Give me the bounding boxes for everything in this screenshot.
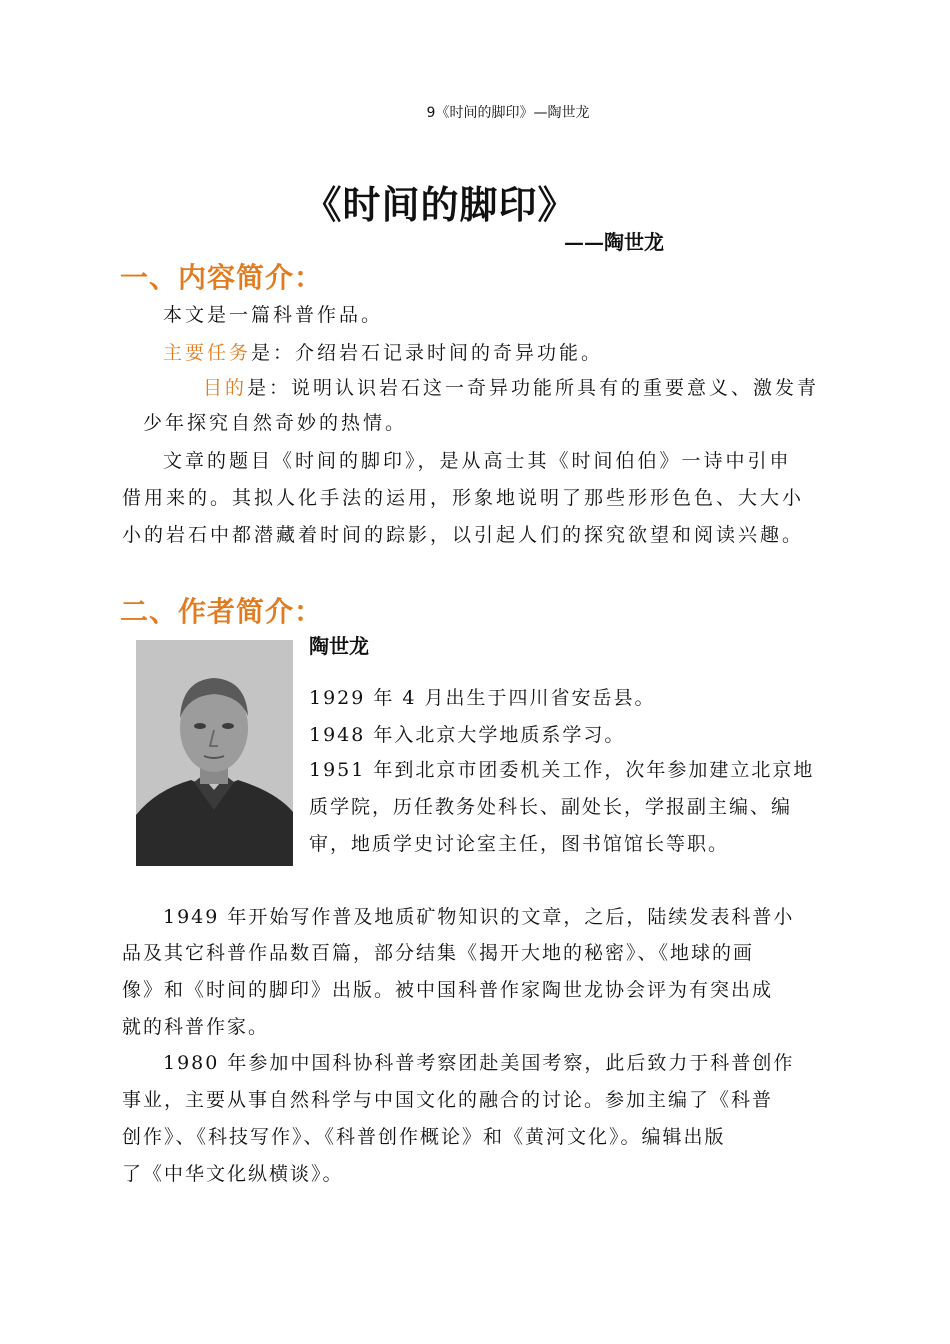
bio-line: 1929 年 4 月出生于四川省安岳县。 <box>309 687 656 709</box>
summary-line: 本文是一篇科普作品。 <box>163 304 384 326</box>
author-name: 陶世龙 <box>309 634 369 658</box>
bio-line: 1948 年入北京大学地质系学习。 <box>309 724 626 746</box>
author-byline: ——陶世龙 <box>564 230 664 254</box>
bio-line: 质学院，历任教务处科长、副处长，学报副主编、编 <box>309 796 793 818</box>
section-heading-author: 二、作者简介： <box>120 595 324 628</box>
task-label: 主要任务 <box>163 342 252 364</box>
summary-paragraph-line: 文章的题目《时间的脚印》，是从高士其《时间伯伯》一诗中引申 <box>163 450 792 472</box>
summary-paragraph-line: 借用来的。其拟人化手法的运用，形象地说明了那些形形色色、大大小 <box>122 487 805 509</box>
purpose-continuation: 少年探究自然奇妙的热情。 <box>143 412 408 434</box>
summary-paragraph-line: 小的岩石中都潜藏着时间的踪影，以引起人们的探究欲望和阅读兴趣。 <box>122 524 805 546</box>
purpose-text: 是：说明认识岩石这一奇异功能所具有的重要意义、激发青 <box>247 377 820 399</box>
author-paragraph-line: 创作》、《科技写作》、《科普创作概论》和《黄河文化》。编辑出版 <box>122 1126 726 1148</box>
bio-line: 审，地质学史讨论室主任，图书馆馆长等职。 <box>309 833 730 855</box>
author-paragraph-line: 1980 年参加中国科协科普考察团赴美国考察，此后致力于科普创作 <box>163 1052 795 1074</box>
author-photo <box>136 640 293 866</box>
purpose-line <box>203 373 819 400</box>
author-paragraph-line: 了《中华文化纵横谈》。 <box>122 1163 344 1185</box>
task-text: 是：介绍岩石记录时间的奇异功能。 <box>251 342 604 364</box>
task-line <box>163 338 603 365</box>
author-paragraph-line: 就的科普作家。 <box>122 1016 270 1038</box>
author-paragraph-line: 事业，主要从事自然科学与中国文化的融合的讨论。参加主编了《科普 <box>122 1089 774 1111</box>
section-heading-summary: 一、内容简介： <box>120 261 324 294</box>
author-paragraph-line: 品及其它科普作品数百篇，部分结集《揭开大地的秘密》、《地球的画 <box>122 942 755 964</box>
bio-line: 1951 年到北京市团委机关工作，次年参加建立北京地 <box>309 759 815 781</box>
author-paragraph-line: 像》和《时间的脚印》出版。被中国科普作家陶世龙协会评为有突出成 <box>122 979 774 1001</box>
page-header: 9《时间的脚印》—陶世龙 <box>426 105 590 121</box>
author-paragraph-line: 1949 年开始写作普及地质矿物知识的文章，之后，陆续发表科普小 <box>163 906 795 928</box>
document-title: 《时间的脚印》 <box>303 182 577 227</box>
purpose-label: 目的 <box>203 377 248 399</box>
